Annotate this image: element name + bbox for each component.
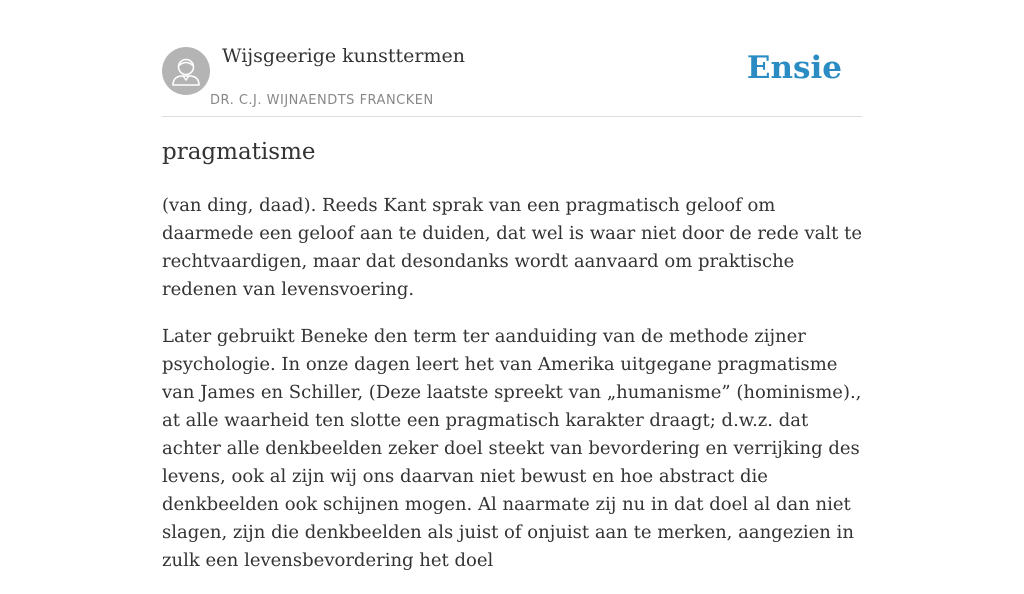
author-avatar[interactable]	[162, 47, 210, 95]
entry-paragraph: Later gebruikt Beneke den term ter aanduiding van de methode zijner psychologie. In onze dagen leert het van Amerika uitgegane pragmatisme van James en Schiller, (Deze laatste spreekt van „humanisme” (hominisme)., at alle waarheid ten slotte een pragmatisch karakter draagt; d.w.z. dat achter alle denkbeelden zeker doel steekt van bevordering en verrijking des levens, ook al zijn wij ons daarvan niet bewust en hoe abstract die denkbeelden ook schijnen mogen. Al naarmate zij nu in dat doel al dan niet slagen, zijn die denkbeelden als juist of onjuist aan te merken, aangezien in zulk een levensbevordering het doel	[162, 326, 862, 571]
entry-body	[162, 192, 862, 594]
header	[162, 0, 862, 117]
entry-title: pragmatisme	[162, 139, 316, 165]
user-silhouette-icon	[162, 47, 210, 95]
ensie-logo[interactable]: Ensie	[746, 50, 842, 86]
page	[162, 0, 862, 571]
entry-paragraph: (van ding, daad). Reeds Kant sprak van een pragmatisch geloof om daarmede een geloof aan te duiden, dat wel is waar niet door de rede valt te rechtvaardigen, maar dat desondanks wordt aanvaard om praktische redenen van levensvoering.	[162, 195, 862, 300]
book-title[interactable]: Wijsgeerige kunsttermen	[222, 45, 466, 67]
author-name[interactable]: DR. C.J. WIJNAENDTS FRANCKEN	[210, 93, 434, 108]
